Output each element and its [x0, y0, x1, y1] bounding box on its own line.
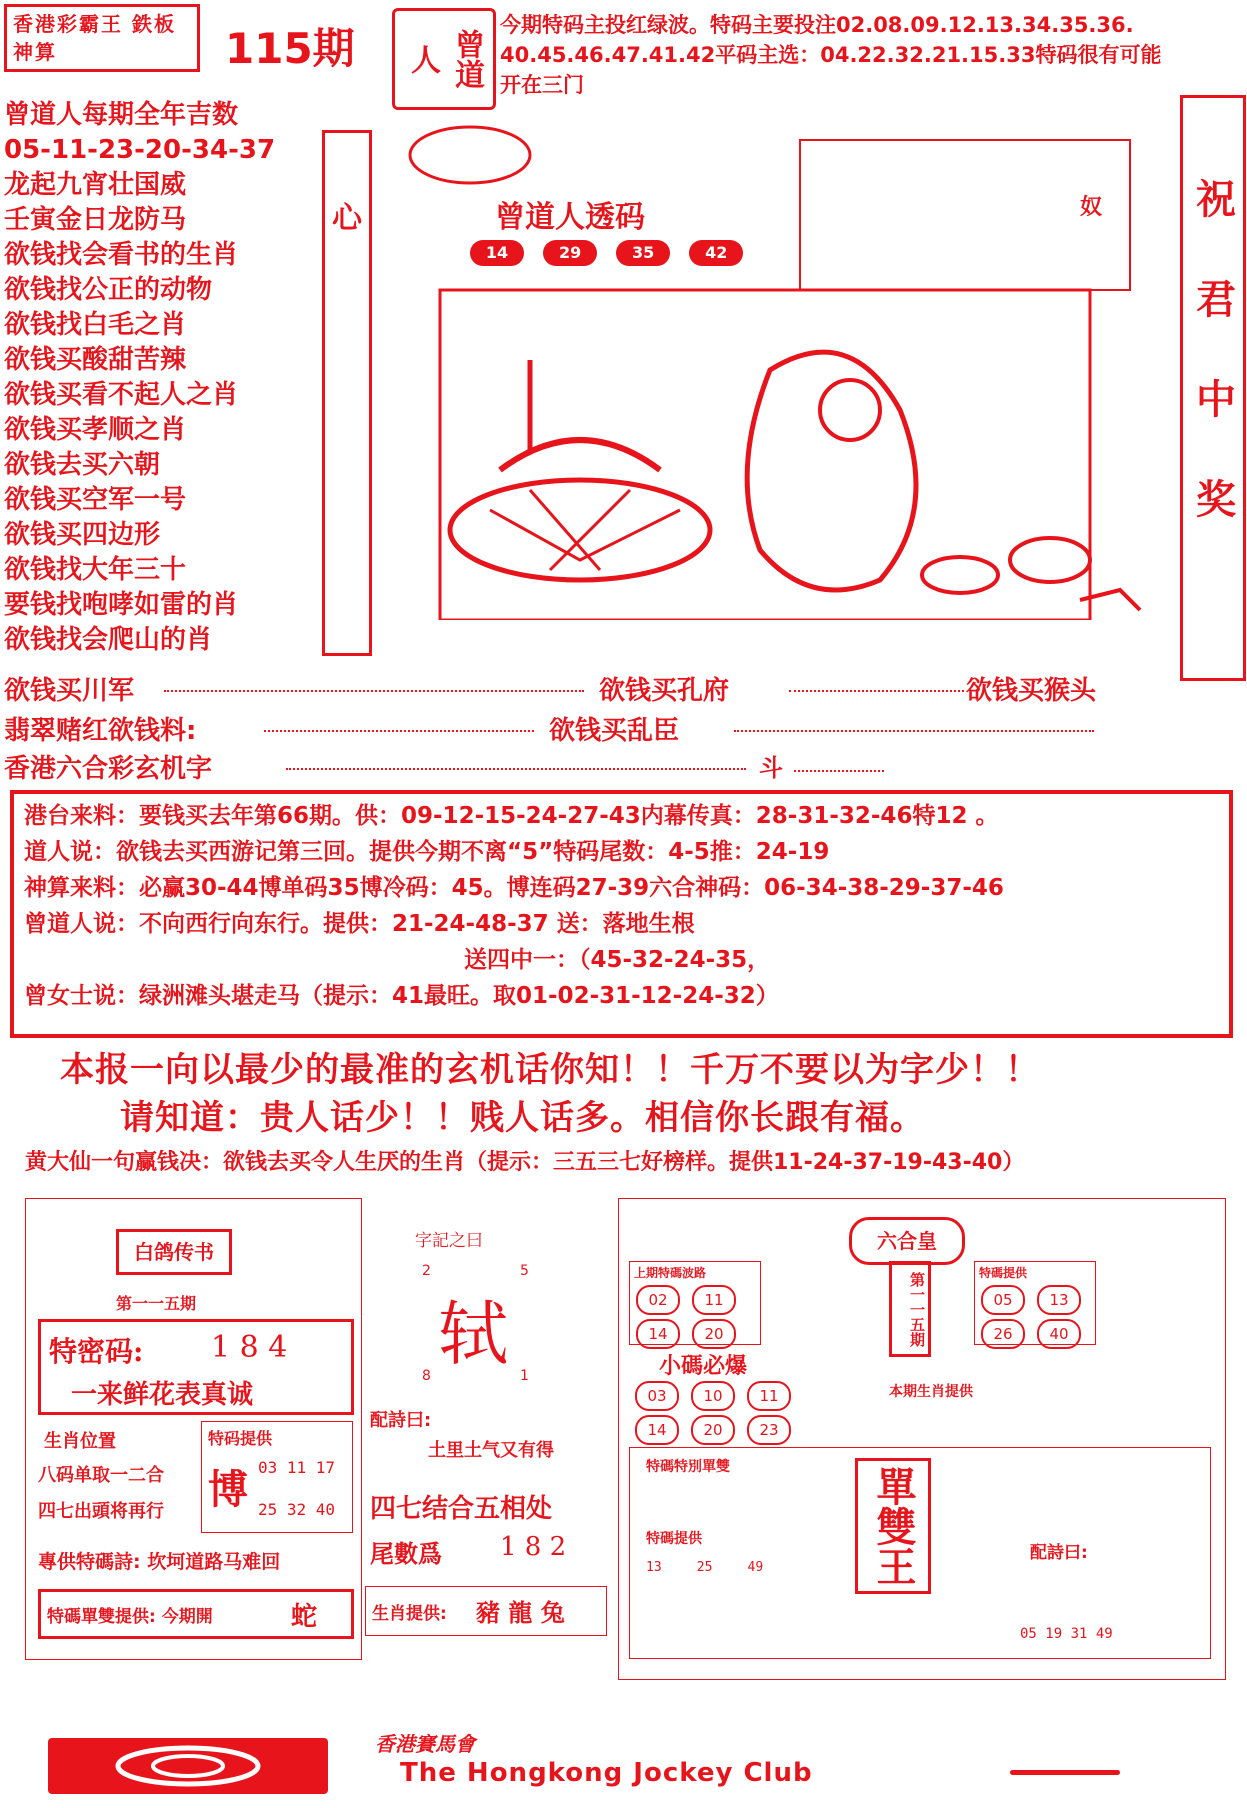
- lucky-title: 曾道人每期全年吉数: [4, 100, 239, 130]
- ball-number: 14: [470, 240, 524, 266]
- clue-row1-c: 欲钱买猴头: [966, 676, 1097, 706]
- tiaogong-label: 特码提供: [208, 1429, 273, 1448]
- single-double-label: 特碼單雙提供: 今期開: [47, 1607, 213, 1627]
- ball-number: 10: [691, 1381, 735, 1411]
- clue-item: 欲钱买空军一号: [4, 485, 187, 515]
- ball-number: 25: [696, 1560, 713, 1575]
- sx-box: [365, 1586, 607, 1636]
- dotted-leader: [794, 770, 884, 772]
- ball-number: 42: [689, 240, 743, 266]
- dotted-leader: [164, 690, 584, 692]
- clue-row-1: [4, 670, 1184, 708]
- small-code-label: 小碼必爆: [659, 1354, 748, 1379]
- tail-value: 1 8 2: [500, 1532, 567, 1562]
- pigeon-stamp-text: 白鸽传书: [134, 1240, 214, 1264]
- shengxiao-label: 生肖位置: [44, 1431, 116, 1452]
- poem-text: 土里土气又有得: [428, 1440, 554, 1461]
- ball-number: 29: [543, 240, 597, 266]
- ball-number: 03: [635, 1381, 679, 1411]
- clue-row2-b: 欲钱买乱臣: [549, 716, 680, 746]
- single-title: 特碼特別單雙: [646, 1459, 730, 1475]
- ball-number: 02: [636, 1285, 680, 1315]
- tail-label: 尾數爲: [370, 1539, 442, 1568]
- lucky-numbers: 05-11-23-20-34-37: [4, 135, 276, 165]
- picture-balls: [470, 240, 757, 266]
- provider-label: 本期生肖提供: [889, 1384, 973, 1400]
- clue-item: 欲钱买酸甜苦辣: [4, 345, 187, 375]
- clue-item: 欲钱买四边形: [4, 520, 161, 550]
- jockey-club-cn: 香港賽馬會: [375, 1732, 475, 1756]
- ball-number: 13: [646, 1560, 662, 1575]
- tema-supply-label-2: 特碼提供: [646, 1531, 702, 1547]
- clue-item: 欲钱找白毛之肖: [4, 310, 187, 340]
- zi-num-br: 1: [520, 1368, 529, 1384]
- info-line-1: 港台来料：要钱买去年第66期。供：09-12-15-24-27-43内幕传真：28-31-32-46特12 。: [24, 803, 999, 829]
- info-line-3: 神算来料：必赢30-44博单码35博冷码：45。博连码27-39六合神码：06-34-38-29-37-46: [24, 875, 1004, 901]
- tema-label: 特密码:: [49, 1335, 144, 1368]
- pigeon-stamp: [116, 1229, 232, 1275]
- info-line-2: 道人说：欲钱去买西游记第三回。提供今期不离“5”特码尾数：4-5推：24-19: [24, 839, 830, 865]
- right-poem-label: 配詩曰:: [1030, 1543, 1088, 1563]
- picture-panel: [380, 110, 1170, 620]
- ball-number: 20: [691, 1415, 735, 1445]
- ball-number: 20: [692, 1319, 736, 1349]
- bottom-numbers: 05 19 31 49: [1020, 1626, 1113, 1642]
- single-double-king: 單雙王: [855, 1458, 931, 1594]
- picture-illustration: [380, 110, 1170, 620]
- tema-supply-label: 特碼提供: [979, 1266, 1028, 1280]
- left-clue-list: [4, 98, 324, 658]
- clue-row3-a: 香港六合彩玄机字: [4, 754, 213, 784]
- sx-label: 生肖提供:: [372, 1604, 447, 1624]
- bo-char: 博: [208, 1466, 248, 1513]
- clue-row-3: [4, 748, 1184, 786]
- shengxiao-line-2: 四七出頭将再行: [38, 1501, 164, 1522]
- daoren-badge-text: 曾道人: [405, 29, 484, 89]
- combo-text: 四七结合五相处: [370, 1494, 553, 1524]
- daoren-badge: [392, 8, 496, 110]
- info-lines: [14, 794, 1229, 1014]
- info-line-5: 送四中一：（45-32-24-35，: [464, 947, 771, 973]
- poem-line-2: 壬寅金日龙防马: [4, 205, 187, 235]
- tema-supply-box: [974, 1261, 1096, 1345]
- clue-row1-b: 欲钱买孔府: [599, 676, 730, 706]
- special-poem: 專供特碼詩: 坎坷道路马难回: [38, 1551, 281, 1573]
- left-vertical-banner: [322, 130, 372, 656]
- slogan-line-1: 本报一向以最少的最准的玄机话你知！！千万不要以为字少！！: [60, 1050, 1040, 1090]
- right-banner-text: 祝君中奖: [1189, 178, 1236, 578]
- zi-num-bl: 8: [422, 1368, 431, 1384]
- header-notice: [500, 10, 1245, 100]
- ball-number: 14: [636, 1319, 680, 1349]
- lhh-title-box: [849, 1217, 965, 1265]
- clue-item: 欲钱买看不起人之肖: [4, 380, 239, 410]
- dotted-leader: [286, 768, 746, 770]
- notice-line-1: 今期特码主投红绿波。特码主要投注02.08.09.12.13.34.35.36.: [500, 13, 1134, 37]
- clue-item: 欲钱找会爬山的肖: [4, 625, 213, 655]
- ball-number: 11: [747, 1381, 791, 1411]
- info-box: [10, 790, 1233, 1038]
- dotted-leader: [789, 690, 964, 692]
- info-line-4: 曾道人说：不向西行向东行。提供：21-24-48-37 送：落地生根: [24, 911, 695, 937]
- single-double-box: [38, 1589, 354, 1639]
- right-vertical-banner: [1180, 95, 1246, 681]
- left-banner-text: 心: [332, 201, 362, 236]
- clue-item: 欲钱买孝顺之肖: [4, 415, 187, 445]
- huang-daxian-line: 黄大仙一句赢钱决：欲钱去买令人生厌的生肖（提示：三五三七好榜样。提供11-24-37-19-43-40）: [25, 1150, 1025, 1175]
- zi-big-char: 轼: [438, 1293, 508, 1375]
- dotted-leader: [734, 730, 1094, 732]
- notice-line-2: 40.45.46.47.41.42平码主选：04.22.32.21.15.33特码很有可能: [500, 43, 1162, 67]
- clue-item: 欲钱找会看书的生肖: [4, 240, 239, 270]
- lhh-title: 六合皇: [877, 1229, 937, 1253]
- zi-num-tl: 2: [422, 1263, 431, 1279]
- ball-number: 14: [635, 1415, 679, 1445]
- zi-label: 字記之曰: [415, 1231, 483, 1251]
- tiaogong-box: [201, 1421, 353, 1533]
- tema-value: 1 8 4: [211, 1330, 288, 1365]
- footer-rule: [1010, 1770, 1120, 1775]
- jockey-club-en: The Hongkong Jockey Club: [400, 1758, 813, 1788]
- period-vertical: 第一一五期: [889, 1261, 931, 1357]
- last-period-box: [629, 1261, 761, 1345]
- ornament-swirl-icon: [48, 1738, 328, 1794]
- bottom-left-panel: [25, 1198, 362, 1660]
- ball-number: 49: [747, 1560, 764, 1575]
- single-double-panel: [629, 1447, 1211, 1659]
- slogan-line-2: 请知道：贵人话少！！贱人话多。相信你长跟有福。: [120, 1098, 925, 1138]
- tema-box: [38, 1319, 354, 1415]
- bottom-mid-panel: [360, 1198, 610, 1658]
- tiaogong-nums-1: 03 11 17: [258, 1458, 336, 1477]
- ball-number: 26: [981, 1319, 1025, 1349]
- ball-number: 23: [747, 1415, 791, 1445]
- footer-ornament: [48, 1738, 328, 1794]
- zi-num-tr: 5: [520, 1263, 529, 1279]
- single-double-value: 蛇: [291, 1602, 318, 1632]
- ball-number: 40: [1037, 1319, 1081, 1349]
- clue-item: 要钱找咆哮如雷的肖: [4, 590, 239, 620]
- ball-number: 11: [692, 1285, 736, 1315]
- dotted-leader: [264, 730, 534, 732]
- clue-row-2: [4, 710, 1184, 748]
- brand-logo-text: 香港彩霸王 鉄板神算: [13, 12, 176, 64]
- ball-number: 13: [1037, 1285, 1081, 1315]
- small-code-balls: [629, 1379, 869, 1447]
- clue-item: 欲钱去买六朝: [4, 450, 161, 480]
- clue-row3-b: 斗: [759, 754, 783, 782]
- poem-line-1: 龙起九宵壮国威: [4, 170, 187, 200]
- bottom-right-panel: [618, 1198, 1226, 1680]
- picture-title: 曾道人透码: [495, 200, 645, 235]
- clue-item: 欲钱找公正的动物: [4, 275, 213, 305]
- tema-phrase: 一来鲜花表真诚: [71, 1380, 254, 1410]
- clue-row1-a: 欲钱买川军: [4, 676, 135, 706]
- ball-number: 05: [981, 1285, 1025, 1315]
- ball-number: 35: [616, 240, 670, 266]
- sx-value: 豬 龍 兔: [476, 1598, 565, 1627]
- shengxiao-line-1: 八码单取一二合: [38, 1465, 164, 1486]
- clue-row2-a: 翡翠赌红欲钱料:: [4, 716, 197, 746]
- last-period-label: 上期特碼波路: [634, 1266, 707, 1280]
- brand-logo: [4, 4, 200, 72]
- issue-number: 115期: [225, 24, 355, 73]
- supply-balls: [646, 1556, 763, 1575]
- poem-label: 配詩曰:: [370, 1410, 432, 1431]
- info-line-6: 曾女士说：绿洲滩头堪走马（提示：41最旺。取01-02-31-12-24-32）: [24, 983, 779, 1009]
- clue-item: 欲钱找大年三十: [4, 555, 187, 585]
- picture-right-label: 奴: [1080, 195, 1103, 220]
- period-label: 第一一五期: [116, 1294, 197, 1313]
- tiaogong-nums-2: 25 32 40: [258, 1500, 336, 1519]
- notice-line-3: 开在三门: [500, 73, 584, 97]
